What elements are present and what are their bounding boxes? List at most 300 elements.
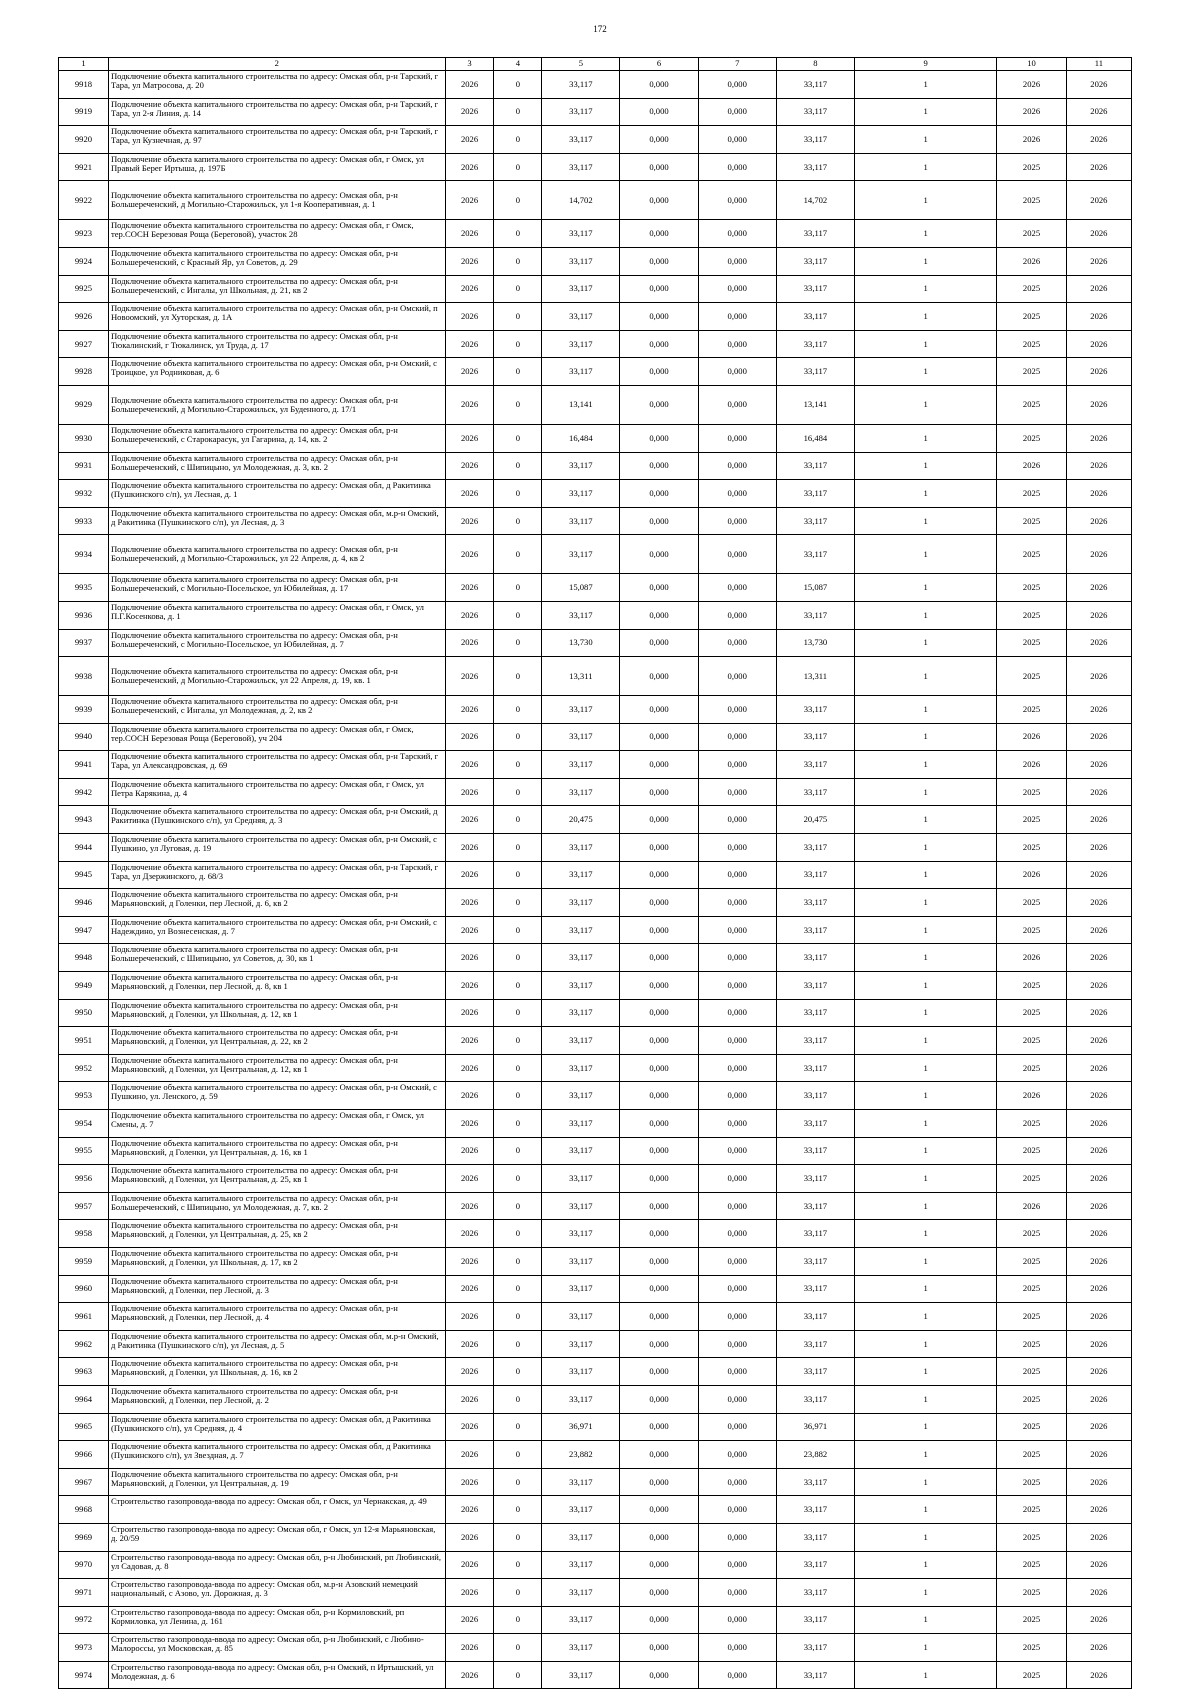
row-number: 9970 [59, 1551, 109, 1579]
column-number-row [59, 58, 1132, 71]
col-11-value: 2026 [1066, 1579, 1131, 1607]
table-row [59, 330, 1132, 358]
col-8-value: 33,117 [776, 1275, 854, 1303]
col-3-value: 2026 [445, 574, 494, 602]
table-row [59, 778, 1132, 806]
col-8-value: 33,117 [776, 452, 854, 480]
col-8-value: 23,882 [776, 1441, 854, 1469]
col-11-value: 2026 [1066, 574, 1131, 602]
col-10-value: 2025 [997, 385, 1067, 424]
col-7-value: 0,000 [698, 1579, 776, 1607]
col-3-value: 2026 [445, 1220, 494, 1248]
col-7-value: 0,000 [698, 1247, 776, 1275]
object-description: Подключение объекта капитального строительства по адресу: Омская обл, г Омск, ул Смены, д. 7 [108, 1110, 445, 1138]
col-7-value: 0,000 [698, 1220, 776, 1248]
col-11-value: 2026 [1066, 507, 1131, 535]
object-description: Строительство газопровода-ввода по адресу: Омская обл, р-н Омский, п Иртышский, ул Молодежная, д. 6 [108, 1661, 445, 1689]
col-7-value: 0,000 [698, 507, 776, 535]
col-8-value: 33,117 [776, 126, 854, 154]
col-9-value: 1 [855, 1137, 997, 1165]
col-5-value: 33,117 [542, 275, 620, 303]
table-row [59, 1579, 1132, 1607]
col-7-value: 0,000 [698, 999, 776, 1027]
table-row [59, 424, 1132, 452]
col-8-value: 33,117 [776, 1110, 854, 1138]
col-3-value: 2026 [445, 1054, 494, 1082]
col-6-value: 0,000 [620, 1468, 698, 1496]
col-8-value: 33,117 [776, 1606, 854, 1634]
object-description: Строительство газопровода-ввода по адресу: Омская обл, г Омск, ул 12-я Марьяновская, д. 20/59 [108, 1523, 445, 1551]
col-4-value: 0 [494, 275, 542, 303]
col-8-value: 33,117 [776, 220, 854, 248]
col-9-value: 1 [855, 999, 997, 1027]
col-10-value: 2025 [997, 601, 1067, 629]
col-8-value: 33,117 [776, 1496, 854, 1524]
col-5-value: 33,117 [542, 944, 620, 972]
col-4-value: 0 [494, 1551, 542, 1579]
col-3-value: 2026 [445, 1275, 494, 1303]
col-11-value: 2026 [1066, 1082, 1131, 1110]
col-10-value: 2025 [997, 1220, 1067, 1248]
col-7-value: 0,000 [698, 972, 776, 1000]
col-6-value: 0,000 [620, 1137, 698, 1165]
col-11-value: 2026 [1066, 778, 1131, 806]
col-4-value: 0 [494, 1110, 542, 1138]
object-description: Подключение объекта капитального строительства по адресу: Омская обл, г Омск, ул Петра Карякина, д. 4 [108, 778, 445, 806]
col-4-value: 0 [494, 889, 542, 917]
col-6-value: 0,000 [620, 806, 698, 834]
col-10-value: 2025 [997, 1468, 1067, 1496]
col-3-value: 2026 [445, 1523, 494, 1551]
col-10-value: 2025 [997, 507, 1067, 535]
object-description: Подключение объекта капитального строительства по адресу: Омская обл, р-н Большереченский, д Могильно-Старожильск, ул 22 Апреля, д. 4, кв 2 [108, 535, 445, 574]
col-7-value: 0,000 [698, 535, 776, 574]
col-11-value: 2026 [1066, 535, 1131, 574]
col-5-value: 13,141 [542, 385, 620, 424]
column-header: 11 [1066, 58, 1131, 71]
table-row [59, 275, 1132, 303]
col-6-value: 0,000 [620, 1496, 698, 1524]
col-5-value: 13,311 [542, 657, 620, 696]
col-5-value: 33,117 [542, 1192, 620, 1220]
col-11-value: 2026 [1066, 1165, 1131, 1193]
col-9-value: 1 [855, 1082, 997, 1110]
row-number: 9936 [59, 601, 109, 629]
row-number: 9920 [59, 126, 109, 154]
col-5-value: 33,117 [542, 1027, 620, 1055]
col-10-value: 2025 [997, 1385, 1067, 1413]
col-9-value: 1 [855, 1468, 997, 1496]
col-6-value: 0,000 [620, 778, 698, 806]
col-7-value: 0,000 [698, 385, 776, 424]
table-row [59, 972, 1132, 1000]
col-3-value: 2026 [445, 535, 494, 574]
col-11-value: 2026 [1066, 1468, 1131, 1496]
row-number: 9935 [59, 574, 109, 602]
col-11-value: 2026 [1066, 999, 1131, 1027]
col-11-value: 2026 [1066, 1496, 1131, 1524]
col-8-value: 33,117 [776, 153, 854, 181]
col-10-value: 2026 [997, 71, 1067, 99]
col-9-value: 1 [855, 1054, 997, 1082]
col-9-value: 1 [855, 181, 997, 220]
table-row [59, 1303, 1132, 1331]
table-row [59, 1275, 1132, 1303]
col-8-value: 33,117 [776, 1330, 854, 1358]
object-description: Подключение объекта капитального строительства по адресу: Омская обл, р-н Большереченский, с Старокарасук, ул Гагарина, д. 14, кв. 2 [108, 424, 445, 452]
col-4-value: 0 [494, 1137, 542, 1165]
col-4-value: 0 [494, 1468, 542, 1496]
col-7-value: 0,000 [698, 944, 776, 972]
col-4-value: 0 [494, 303, 542, 331]
col-10-value: 2026 [997, 1192, 1067, 1220]
col-6-value: 0,000 [620, 861, 698, 889]
col-6-value: 0,000 [620, 1192, 698, 1220]
col-11-value: 2026 [1066, 1358, 1131, 1386]
row-number: 9923 [59, 220, 109, 248]
col-7-value: 0,000 [698, 358, 776, 386]
col-11-value: 2026 [1066, 1220, 1131, 1248]
col-11-value: 2026 [1066, 247, 1131, 275]
col-8-value: 13,730 [776, 629, 854, 657]
col-9-value: 1 [855, 303, 997, 331]
object-description: Подключение объекта капитального строительства по адресу: Омская обл, д Ракитинка (Пушкинского с/п), ул Лесная, д. 1 [108, 480, 445, 508]
col-6-value: 0,000 [620, 535, 698, 574]
col-3-value: 2026 [445, 1606, 494, 1634]
col-10-value: 2025 [997, 153, 1067, 181]
col-3-value: 2026 [445, 723, 494, 751]
object-description: Подключение объекта капитального строительства по адресу: Омская обл, д Ракитинка (Пушкинского с/п), ул Средняя, д. 4 [108, 1413, 445, 1441]
row-number: 9945 [59, 861, 109, 889]
col-11-value: 2026 [1066, 303, 1131, 331]
object-description: Подключение объекта капитального строительства по адресу: Омская обл, р-н Большереченский, с Ингалы, ул Молодежная, д. 2, кв 2 [108, 696, 445, 724]
col-11-value: 2026 [1066, 452, 1131, 480]
object-description: Подключение объекта капитального строительства по адресу: Омская обл, р-н Тарский, г Тара, ул Матросова, д. 20 [108, 71, 445, 99]
object-description: Подключение объекта капитального строительства по адресу: Омская обл, р-н Марьяновский, д Голенки, ул Центральная, д. 16, кв 1 [108, 1137, 445, 1165]
table-row [59, 1110, 1132, 1138]
col-8-value: 33,117 [776, 1468, 854, 1496]
row-number: 9958 [59, 1220, 109, 1248]
col-3-value: 2026 [445, 385, 494, 424]
col-4-value: 0 [494, 1413, 542, 1441]
row-number: 9950 [59, 999, 109, 1027]
col-11-value: 2026 [1066, 98, 1131, 126]
col-3-value: 2026 [445, 247, 494, 275]
object-description: Подключение объекта капитального строительства по адресу: Омская обл, р-н Марьяновский, д Голенки, ул Центральная, д. 12, кв 1 [108, 1054, 445, 1082]
col-7-value: 0,000 [698, 303, 776, 331]
col-11-value: 2026 [1066, 181, 1131, 220]
col-8-value: 33,117 [776, 861, 854, 889]
object-description: Строительство газопровода-ввода по адресу: Омская обл, р-н Любинский, с Любино-Малороссы, ул Московская, д. 85 [108, 1634, 445, 1662]
col-9-value: 1 [855, 1275, 997, 1303]
col-10-value: 2025 [997, 1413, 1067, 1441]
col-9-value: 1 [855, 629, 997, 657]
col-9-value: 1 [855, 1634, 997, 1662]
col-5-value: 33,117 [542, 1247, 620, 1275]
col-8-value: 36,971 [776, 1413, 854, 1441]
row-number: 9968 [59, 1496, 109, 1524]
row-number: 9956 [59, 1165, 109, 1193]
col-10-value: 2025 [997, 1137, 1067, 1165]
column-header: 7 [698, 58, 776, 71]
row-number: 9947 [59, 916, 109, 944]
col-6-value: 0,000 [620, 1606, 698, 1634]
col-6-value: 0,000 [620, 1330, 698, 1358]
object-description: Подключение объекта капитального строительства по адресу: Омская обл, г Омск, тер.СОСН Березовая Роща (Береговой), уч 204 [108, 723, 445, 751]
object-description: Подключение объекта капитального строительства по адресу: Омская обл, р-н Марьяновский, д Голенки, ул Центральная, д. 25, кв 2 [108, 1220, 445, 1248]
table-row [59, 1358, 1132, 1386]
col-7-value: 0,000 [698, 1275, 776, 1303]
object-description: Подключение объекта капитального строительства по адресу: Омская обл, м.р-н Омский, д Ракитинка (Пушкинского с/п), ул Лесная, д. 3 [108, 507, 445, 535]
col-9-value: 1 [855, 1441, 997, 1469]
col-3-value: 2026 [445, 1137, 494, 1165]
col-4-value: 0 [494, 507, 542, 535]
col-6-value: 0,000 [620, 1523, 698, 1551]
col-8-value: 20,475 [776, 806, 854, 834]
col-5-value: 13,730 [542, 629, 620, 657]
col-9-value: 1 [855, 834, 997, 862]
col-6-value: 0,000 [620, 574, 698, 602]
col-4-value: 0 [494, 1496, 542, 1524]
col-10-value: 2026 [997, 247, 1067, 275]
table-row [59, 452, 1132, 480]
col-7-value: 0,000 [698, 247, 776, 275]
col-7-value: 0,000 [698, 834, 776, 862]
table-row [59, 1165, 1132, 1193]
col-9-value: 1 [855, 247, 997, 275]
row-number: 9922 [59, 181, 109, 220]
col-10-value: 2025 [997, 629, 1067, 657]
col-7-value: 0,000 [698, 220, 776, 248]
col-7-value: 0,000 [698, 778, 776, 806]
col-7-value: 0,000 [698, 452, 776, 480]
col-11-value: 2026 [1066, 723, 1131, 751]
col-4-value: 0 [494, 358, 542, 386]
col-7-value: 0,000 [698, 330, 776, 358]
col-11-value: 2026 [1066, 480, 1131, 508]
col-8-value: 33,117 [776, 1137, 854, 1165]
col-6-value: 0,000 [620, 153, 698, 181]
col-5-value: 33,117 [542, 220, 620, 248]
col-6-value: 0,000 [620, 723, 698, 751]
row-number: 9924 [59, 247, 109, 275]
col-4-value: 0 [494, 972, 542, 1000]
col-6-value: 0,000 [620, 358, 698, 386]
column-header: 4 [494, 58, 542, 71]
col-5-value: 33,117 [542, 601, 620, 629]
table-row [59, 1082, 1132, 1110]
col-10-value: 2026 [997, 98, 1067, 126]
col-11-value: 2026 [1066, 275, 1131, 303]
row-number: 9927 [59, 330, 109, 358]
row-number: 9931 [59, 452, 109, 480]
col-8-value: 33,117 [776, 1165, 854, 1193]
col-6-value: 0,000 [620, 916, 698, 944]
col-7-value: 0,000 [698, 916, 776, 944]
table-row [59, 916, 1132, 944]
col-6-value: 0,000 [620, 1054, 698, 1082]
col-4-value: 0 [494, 153, 542, 181]
object-description: Подключение объекта капитального строительства по адресу: Омская обл, р-н Большереченский, с Шипицыно, ул Молодежная, д. 7, кв. 2 [108, 1192, 445, 1220]
col-4-value: 0 [494, 1220, 542, 1248]
col-4-value: 0 [494, 424, 542, 452]
col-11-value: 2026 [1066, 1110, 1131, 1138]
col-7-value: 0,000 [698, 275, 776, 303]
col-9-value: 1 [855, 1247, 997, 1275]
col-6-value: 0,000 [620, 1082, 698, 1110]
col-9-value: 1 [855, 424, 997, 452]
col-9-value: 1 [855, 778, 997, 806]
table-row [59, 1606, 1132, 1634]
row-number: 9962 [59, 1330, 109, 1358]
col-6-value: 0,000 [620, 220, 698, 248]
col-11-value: 2026 [1066, 806, 1131, 834]
row-number: 9949 [59, 972, 109, 1000]
col-5-value: 33,117 [542, 1496, 620, 1524]
table-row [59, 1661, 1132, 1689]
col-3-value: 2026 [445, 1579, 494, 1607]
col-10-value: 2025 [997, 1330, 1067, 1358]
col-5-value: 20,475 [542, 806, 620, 834]
table-row [59, 1496, 1132, 1524]
col-3-value: 2026 [445, 220, 494, 248]
page-number: 172 [593, 24, 607, 34]
col-6-value: 0,000 [620, 71, 698, 99]
row-number: 9943 [59, 806, 109, 834]
col-10-value: 2025 [997, 1358, 1067, 1386]
col-11-value: 2026 [1066, 220, 1131, 248]
table-row [59, 181, 1132, 220]
col-3-value: 2026 [445, 1303, 494, 1331]
col-5-value: 36,971 [542, 1413, 620, 1441]
row-number: 9934 [59, 535, 109, 574]
col-4-value: 0 [494, 861, 542, 889]
object-description: Подключение объекта капитального строительства по адресу: Омская обл, р-н Большереченский, с Могильно-Посельское, ул Юбилейная, д. 7 [108, 629, 445, 657]
row-number: 9960 [59, 1275, 109, 1303]
column-header: 3 [445, 58, 494, 71]
col-8-value: 33,117 [776, 834, 854, 862]
col-9-value: 1 [855, 889, 997, 917]
col-4-value: 0 [494, 1303, 542, 1331]
row-number: 9955 [59, 1137, 109, 1165]
col-3-value: 2026 [445, 861, 494, 889]
col-6-value: 0,000 [620, 1027, 698, 1055]
col-9-value: 1 [855, 1358, 997, 1386]
col-11-value: 2026 [1066, 330, 1131, 358]
table-row [59, 1330, 1132, 1358]
col-5-value: 33,117 [542, 1661, 620, 1689]
col-5-value: 33,117 [542, 1579, 620, 1607]
col-9-value: 1 [855, 275, 997, 303]
col-8-value: 33,117 [776, 1303, 854, 1331]
col-3-value: 2026 [445, 1082, 494, 1110]
col-11-value: 2026 [1066, 1192, 1131, 1220]
object-description: Подключение объекта капитального строительства по адресу: Омская обл, р-н Марьяновский, д Голенки, ул Школьная, д. 17, кв 2 [108, 1247, 445, 1275]
col-5-value: 33,117 [542, 71, 620, 99]
col-3-value: 2026 [445, 1330, 494, 1358]
col-9-value: 1 [855, 972, 997, 1000]
col-7-value: 0,000 [698, 1137, 776, 1165]
col-8-value: 33,117 [776, 1385, 854, 1413]
row-number: 9961 [59, 1303, 109, 1331]
col-9-value: 1 [855, 916, 997, 944]
col-9-value: 1 [855, 1027, 997, 1055]
col-5-value: 33,117 [542, 1551, 620, 1579]
col-3-value: 2026 [445, 1165, 494, 1193]
col-10-value: 2025 [997, 1579, 1067, 1607]
col-6-value: 0,000 [620, 1165, 698, 1193]
col-3-value: 2026 [445, 181, 494, 220]
col-7-value: 0,000 [698, 1385, 776, 1413]
col-4-value: 0 [494, 1634, 542, 1662]
object-description: Подключение объекта капитального строительства по адресу: Омская обл, д Ракитинка (Пушкинского с/п), ул Звездная, д. 7 [108, 1441, 445, 1469]
col-9-value: 1 [855, 751, 997, 779]
col-10-value: 2026 [997, 452, 1067, 480]
col-11-value: 2026 [1066, 126, 1131, 154]
col-8-value: 33,117 [776, 358, 854, 386]
col-9-value: 1 [855, 1551, 997, 1579]
table-row [59, 1523, 1132, 1551]
row-number: 9953 [59, 1082, 109, 1110]
object-description: Подключение объекта капитального строительства по адресу: Омская обл, р-н Тарский, г Тара, ул Александровская, д. 69 [108, 751, 445, 779]
col-7-value: 0,000 [698, 1054, 776, 1082]
table-row [59, 861, 1132, 889]
col-5-value: 33,117 [542, 999, 620, 1027]
col-3-value: 2026 [445, 751, 494, 779]
table-row [59, 303, 1132, 331]
col-11-value: 2026 [1066, 861, 1131, 889]
col-6-value: 0,000 [620, 1275, 698, 1303]
col-11-value: 2026 [1066, 358, 1131, 386]
object-description: Подключение объекта капитального строительства по адресу: Омская обл, р-н Омский, с Троицкое, ул Родниковая, д. 6 [108, 358, 445, 386]
table-row [59, 1385, 1132, 1413]
col-10-value: 2026 [997, 751, 1067, 779]
table-row [59, 751, 1132, 779]
object-description: Строительство газопровода-ввода по адресу: Омская обл, г Омск, ул Чернакская, д. 49 [108, 1496, 445, 1524]
col-3-value: 2026 [445, 358, 494, 386]
col-3-value: 2026 [445, 601, 494, 629]
col-4-value: 0 [494, 999, 542, 1027]
col-10-value: 2025 [997, 657, 1067, 696]
col-3-value: 2026 [445, 629, 494, 657]
col-5-value: 33,117 [542, 452, 620, 480]
row-number: 9959 [59, 1247, 109, 1275]
col-9-value: 1 [855, 452, 997, 480]
table-row [59, 1054, 1132, 1082]
col-4-value: 0 [494, 98, 542, 126]
col-7-value: 0,000 [698, 696, 776, 724]
column-header: 5 [542, 58, 620, 71]
col-3-value: 2026 [445, 1661, 494, 1689]
table-row [59, 889, 1132, 917]
col-4-value: 0 [494, 181, 542, 220]
col-8-value: 33,117 [776, 247, 854, 275]
col-10-value: 2025 [997, 1110, 1067, 1138]
col-6-value: 0,000 [620, 424, 698, 452]
col-5-value: 33,117 [542, 1082, 620, 1110]
col-8-value: 33,117 [776, 601, 854, 629]
object-description: Подключение объекта капитального строительства по адресу: Омская обл, р-н Марьяновский, д Голенки, пер Лесной, д. 8, кв 1 [108, 972, 445, 1000]
column-header: 6 [620, 58, 698, 71]
col-7-value: 0,000 [698, 751, 776, 779]
col-4-value: 0 [494, 1082, 542, 1110]
col-4-value: 0 [494, 1247, 542, 1275]
table-row [59, 480, 1132, 508]
col-10-value: 2025 [997, 1165, 1067, 1193]
table-row [59, 98, 1132, 126]
table-row [59, 1192, 1132, 1220]
col-10-value: 2025 [997, 1661, 1067, 1689]
